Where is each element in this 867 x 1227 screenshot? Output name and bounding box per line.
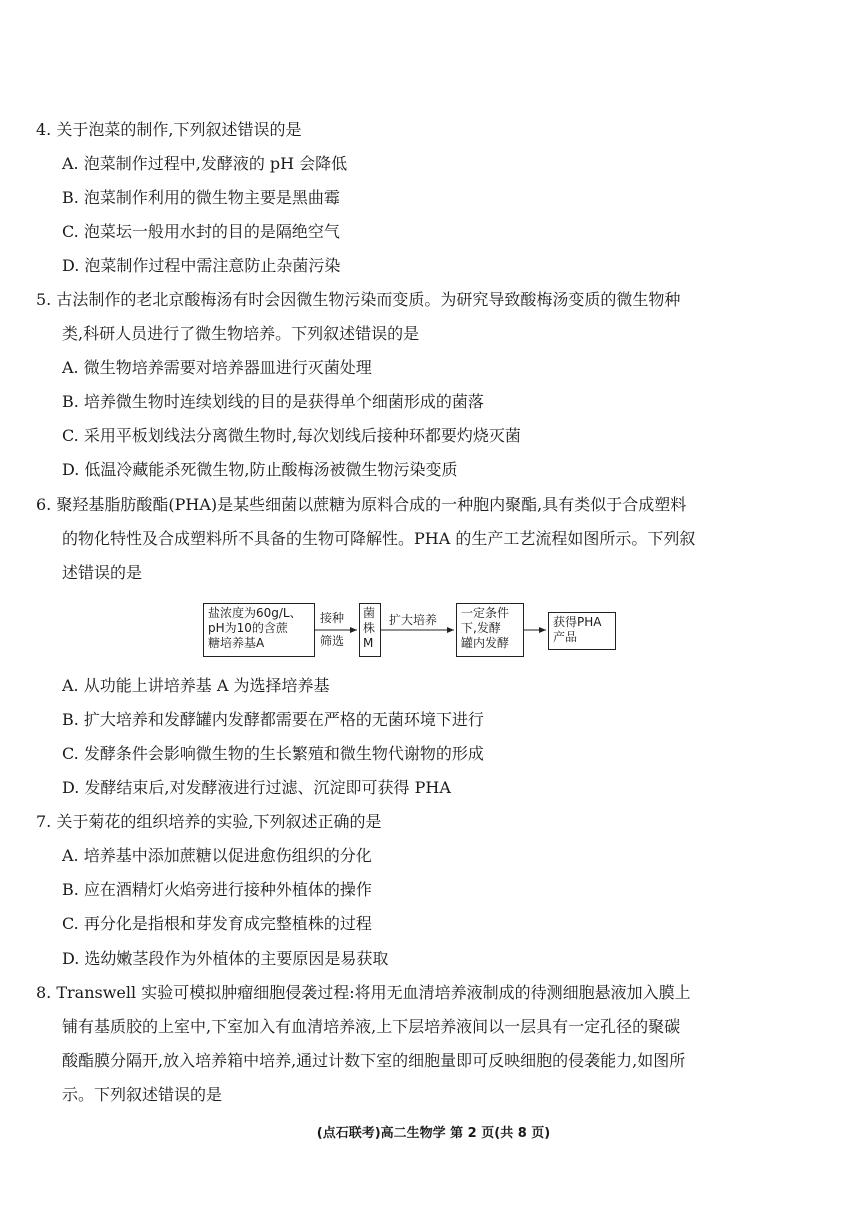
flow-box-fermentation-line-2: 下,发酵 — [461, 621, 501, 635]
question-4-option-d: D. 泡菜制作过程中需注意防止杂菌污染 — [62, 256, 341, 275]
question-6-stem-line-3: 述错误的是 — [62, 563, 143, 582]
question-6-stem-line-1: 6. 聚羟基脂肪酸酯(PHA)是某些细菌以蔗糖为原料合成的一种胞内聚酯,具有类似于合成塑料 — [36, 495, 687, 514]
flow-box-strain-m-line-1: 菌 — [363, 606, 376, 620]
question-4-option-c: C. 泡菜坛一般用水封的目的是隔绝空气 — [62, 222, 340, 241]
question-5-option-a: A. 微生物培养需要对培养器皿进行灭菌处理 — [62, 358, 372, 377]
flow-box-product-line-2: 产品 — [553, 630, 578, 644]
question-5-stem-line-2: 类,科研人员进行了微生物培养。下列叙述错误的是 — [62, 324, 420, 343]
flow-box-strain-m-line-2: 株 — [363, 621, 376, 635]
question-7-option-d: D. 选幼嫩茎段作为外植体的主要原因是易获取 — [62, 949, 389, 968]
flow-arrow-2-label: 扩大培养 — [389, 613, 438, 627]
question-7-option-a: A. 培养基中添加蔗糖以促进愈伤组织的分化 — [62, 846, 372, 865]
flow-box-strain-m-line-3: M — [363, 636, 374, 650]
question-6-option-b: B. 扩大培养和发酵罐内发酵都需要在严格的无菌环境下进行 — [62, 710, 484, 729]
page-footer: (点石联考)高二生物学 第 2 页(共 8 页) — [316, 1126, 551, 1141]
flow-box-medium-a — [203, 603, 315, 657]
question-7-stem: 7. 关于菊花的组织培养的实验,下列叙述正确的是 — [36, 812, 382, 831]
flow-box-medium-a-line-2: pH为10的含蔗 — [208, 621, 288, 635]
question-5-option-d: D. 低温冷藏能杀死微生物,防止酸梅汤被微生物污染变质 — [62, 460, 458, 479]
question-4-option-b: B. 泡菜制作利用的微生物主要是黑曲霉 — [62, 188, 340, 207]
flow-box-product-line-1: 获得PHA — [553, 615, 602, 629]
question-8-stem-line-1: 8. Transwell 实验可模拟肿瘤细胞侵袭过程:将用无血清培养液制成的待测细胞悬液加入膜上 — [36, 983, 691, 1002]
question-4-stem: 4. 关于泡菜的制作,下列叙述错误的是 — [36, 120, 302, 139]
question-5-option-c: C. 采用平板划线法分离微生物时,每次划线后接种环都要灼烧灭菌 — [62, 426, 521, 445]
flow-box-medium-a-line-1: 盐浓度为60g/L、 — [208, 606, 302, 620]
question-7-option-c: C. 再分化是指根和芽发育成完整植株的过程 — [62, 914, 372, 933]
flow-arrow-1-label-bottom: 筛选 — [320, 634, 345, 648]
question-6-option-d: D. 发酵结束后,对发酵液进行过滤、沉淀即可获得 PHA — [62, 778, 451, 797]
question-5-stem-line-1: 5. 古法制作的老北京酸梅汤有时会因微生物污染而变质。为研究导致酸梅汤变质的微生物种 — [36, 290, 681, 309]
flow-box-fermentation-line-1: 一定条件 — [461, 606, 510, 620]
flow-box-product — [548, 612, 616, 650]
question-8-stem-line-3: 酸酯膜分隔开,放入培养箱中培养,通过计数下室的细胞量即可反映细胞的侵袭能力,如图所 — [62, 1051, 686, 1070]
question-8-stem-line-4: 示。下列叙述错误的是 — [62, 1085, 223, 1104]
question-8-stem-line-2: 铺有基质胶的上室中,下室加入有血清培养液,上下层培养液间以一层具有一定孔径的聚碳 — [62, 1017, 681, 1036]
question-6-stem-line-2: 的物化特性及合成塑料所不具备的生物可降解性。PHA 的生产工艺流程如图所示。下列叙 — [62, 529, 696, 548]
flow-box-strain-m — [359, 603, 381, 657]
flow-box-medium-a-line-3: 糖培养基A — [208, 636, 265, 650]
question-5-option-b: B. 培养微生物时连续划线的目的是获得单个细菌形成的菌落 — [62, 392, 484, 411]
flow-box-fermentation — [456, 603, 524, 657]
flow-arrow-1-label-top: 接种 — [320, 611, 345, 625]
question-7-option-b: B. 应在酒精灯火焰旁进行接种外植体的操作 — [62, 880, 372, 899]
question-6-option-c: C. 发酵条件会影响微生物的生长繁殖和微生物代谢物的形成 — [62, 744, 484, 763]
question-4-option-a: A. 泡菜制作过程中,发酵液的 pH 会降低 — [62, 154, 348, 173]
flow-box-fermentation-line-3: 罐内发酵 — [461, 636, 510, 650]
question-6-option-a: A. 从功能上讲培养基 A 为选择培养基 — [62, 676, 330, 695]
